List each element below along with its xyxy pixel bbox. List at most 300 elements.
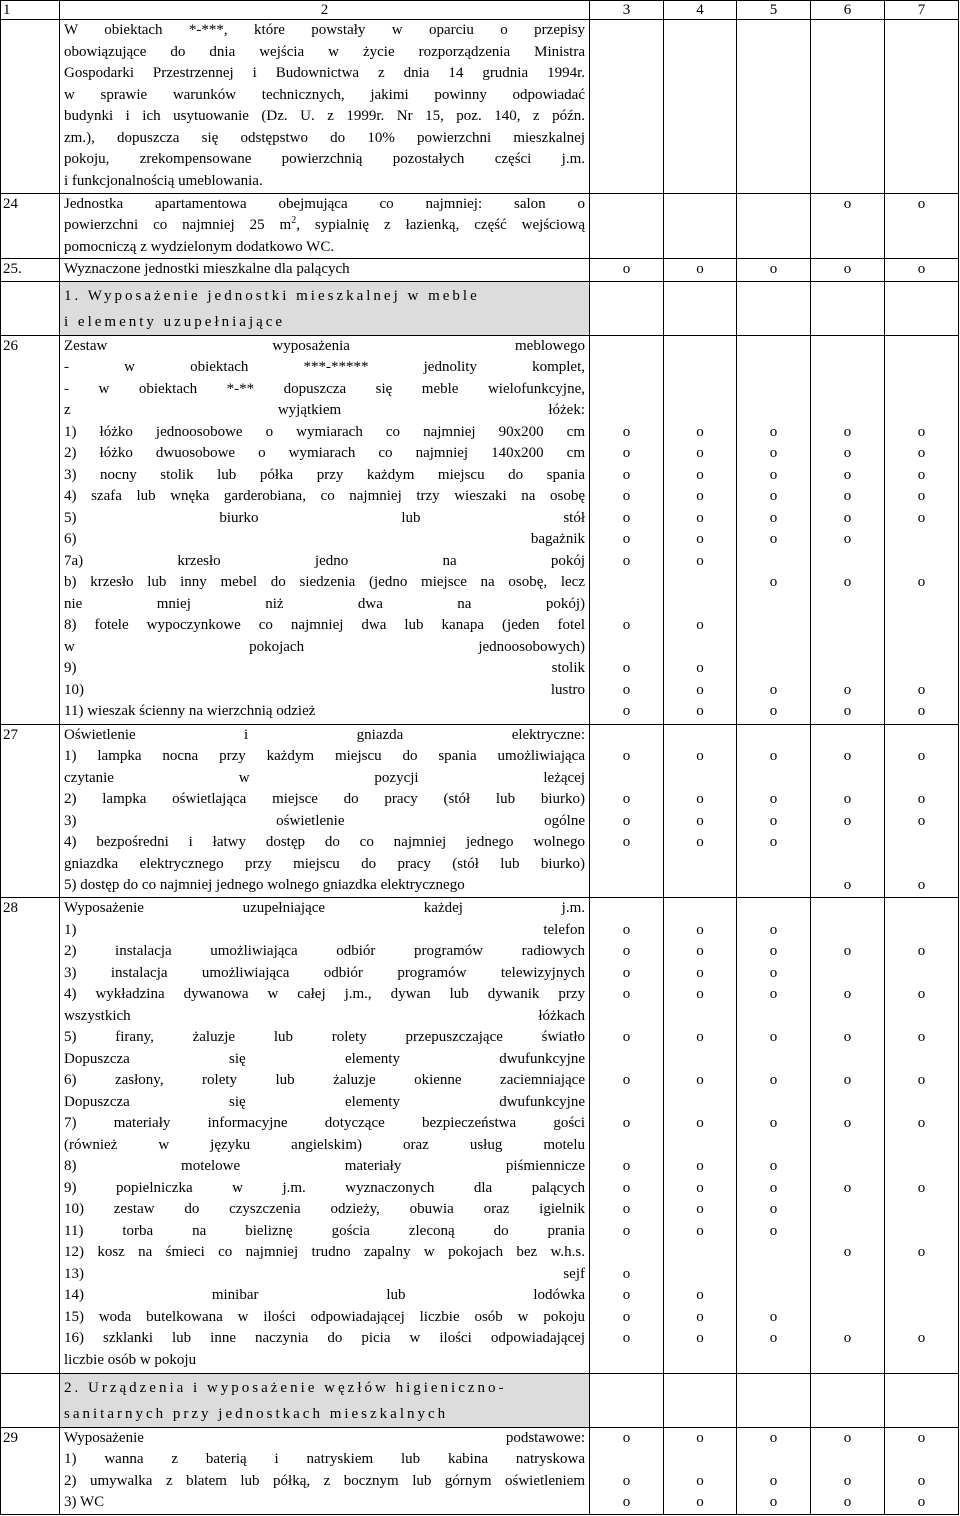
requirement-mark: o [917, 1472, 926, 1489]
column-number: 6 [811, 1, 885, 20]
table-row [1, 1427, 959, 1514]
requirement-mark: o [696, 1287, 704, 1304]
requirement-mark: o [917, 509, 926, 526]
requirement-mark: o [917, 1244, 926, 1261]
requirement-mark [664, 1264, 736, 1286]
requirement-mark [811, 963, 884, 985]
description-line: 6) bagażnik [64, 531, 585, 548]
description-line: 1) lampka nocna przy każdym miejscu do spania umożliwiająca [64, 748, 585, 765]
requirement-mark [590, 1006, 663, 1028]
section-heading-line: sanitarnych przy jednostkach mieszkalnych [64, 1405, 449, 1422]
requirement-mark: o [917, 986, 926, 1003]
requirement-mark: o [769, 466, 778, 483]
requirement-mark: o [622, 748, 631, 765]
requirement-mark [664, 1449, 736, 1471]
requirement-mark: o [696, 552, 704, 569]
requirement-mark [885, 615, 958, 637]
description-line: 11) wieszak ścienny na wierzchnią odzież [64, 703, 316, 720]
empty-cell [737, 1373, 811, 1427]
requirement-mark [885, 529, 958, 551]
description-line: 2) lampka oświetlająca miejsce do pracy (stół lub biurko) [64, 791, 585, 808]
description-line: 5) firany, żaluzje lub rolety przepuszczające światło [64, 1029, 585, 1046]
requirement-mark: o [769, 1158, 778, 1175]
requirement-mark: o [696, 1308, 704, 1325]
requirement-mark [811, 1449, 884, 1471]
description-line: 2) umywalka z blatem lub półką, z bocznym lub górnym oświetleniem [64, 1472, 585, 1489]
requirement-mark: o [769, 1472, 778, 1489]
requirement-mark: o [917, 261, 926, 278]
requirement-mark: o [843, 423, 852, 440]
requirement-mark [811, 63, 884, 85]
row-number: 29 [1, 1427, 60, 1514]
requirement-mark: o [622, 1308, 631, 1325]
requirement-mark [590, 20, 663, 42]
section-heading-row [1, 1373, 959, 1427]
requirement-mark [664, 637, 736, 659]
requirement-mark [590, 1135, 663, 1157]
requirement-mark [664, 854, 736, 876]
requirement-mark [664, 237, 736, 259]
description-line: 3) nocny stolik lub półka przy każdym miejscu do spania [64, 466, 585, 483]
category-4-marks [811, 898, 885, 1373]
requirement-mark [737, 106, 810, 128]
empty-cell [664, 1373, 737, 1427]
requirement-mark: o [622, 617, 631, 634]
requirement-mark [885, 832, 958, 854]
category-5-marks [885, 724, 959, 897]
table-row [1, 259, 959, 282]
requirement-mark: o [843, 1115, 852, 1132]
requirement-mark: o [622, 943, 631, 960]
requirement-mark: o [769, 1330, 778, 1347]
requirement-description [60, 898, 590, 1373]
requirement-mark [885, 237, 958, 259]
requirement-mark: o [769, 1029, 778, 1046]
requirement-mark [664, 106, 736, 128]
requirement-mark [590, 1049, 663, 1071]
requirement-mark [664, 336, 736, 358]
requirement-mark: o [917, 574, 926, 591]
requirement-mark: o [696, 1029, 704, 1046]
description-line: Dopuszcza się elementy dwufunkcyjne [64, 1093, 585, 1110]
requirement-mark: o [843, 488, 852, 505]
requirement-mark: o [843, 195, 852, 212]
requirement-mark [885, 1449, 958, 1471]
requirement-mark: o [696, 423, 704, 440]
requirement-mark: o [917, 488, 926, 505]
requirement-mark: o [769, 1222, 778, 1239]
requirement-mark [885, 149, 958, 171]
category-2-marks [664, 259, 737, 282]
requirement-mark [885, 854, 958, 876]
description-line: 10) lustro [64, 681, 585, 698]
requirement-mark [811, 85, 884, 107]
requirement-mark [737, 1449, 810, 1471]
header-row [1, 1, 959, 20]
category-5-marks [885, 193, 959, 259]
requirement-mark [737, 768, 810, 790]
requirement-mark [590, 854, 663, 876]
requirement-mark: o [769, 834, 778, 851]
requirement-mark: o [769, 812, 778, 829]
requirement-mark: o [769, 791, 778, 808]
description-line: zm.), dopuszcza się odstępstwo do 10% powierzchni mieszkalnej [64, 129, 585, 146]
category-2-marks [664, 1427, 737, 1514]
requirement-mark: o [917, 1429, 926, 1446]
requirement-mark [885, 963, 958, 985]
category-4-marks [811, 1427, 885, 1514]
requirement-mark [737, 594, 810, 616]
requirement-mark: o [769, 1429, 778, 1446]
requirement-mark: o [769, 445, 778, 462]
requirement-mark [737, 215, 810, 237]
requirement-mark: o [622, 812, 631, 829]
category-4-marks [811, 259, 885, 282]
requirement-mark: o [622, 1029, 631, 1046]
requirement-mark: o [917, 1029, 926, 1046]
requirement-mark: o [622, 986, 631, 1003]
requirement-mark [664, 63, 736, 85]
requirement-mark [811, 1350, 884, 1372]
requirement-mark: o [696, 488, 704, 505]
description-line: Dopuszcza się elementy dwufunkcyjne [64, 1050, 585, 1067]
requirement-mark [885, 1092, 958, 1114]
requirement-mark: o [622, 834, 631, 851]
requirement-mark: o [917, 1072, 926, 1089]
requirement-mark [885, 1350, 958, 1372]
requirement-mark: o [917, 1494, 926, 1511]
empty-cell [664, 281, 737, 335]
requirement-mark [737, 637, 810, 659]
requirement-mark: o [696, 466, 704, 483]
description-line: - w obiektach ***-***** jednolity komplet, [64, 359, 585, 376]
requirement-mark [811, 171, 884, 193]
requirement-mark: o [843, 791, 852, 808]
requirement-mark: o [917, 812, 926, 829]
requirement-mark: o [696, 964, 704, 981]
description-line: 3) oświetlenie ogólne [64, 812, 585, 829]
requirement-mark [590, 1449, 663, 1471]
requirement-mark: o [769, 1115, 778, 1132]
category-5-marks [885, 20, 959, 193]
empty-cell [737, 281, 811, 335]
requirement-mark [885, 768, 958, 790]
requirement-mark: o [622, 1287, 631, 1304]
requirement-mark [811, 237, 884, 259]
description-line: 15) woda butelkowana w ilości odpowiadającej liczbie osób w pokoju [64, 1308, 585, 1325]
empty-cell [811, 281, 885, 335]
description-line: W obiektach *-***, które powstały w oparciu o przepisy [64, 22, 585, 39]
requirement-mark [885, 1221, 958, 1243]
requirement-mark: o [622, 703, 631, 720]
requirement-mark [885, 357, 958, 379]
requirement-mark [885, 551, 958, 573]
requirement-mark [664, 1092, 736, 1114]
requirement-mark: o [622, 921, 631, 938]
description-line: 1) wanna z baterią i natryskiem lub kabina natryskowa [64, 1451, 585, 1468]
requirement-mark: o [696, 1072, 704, 1089]
category-5-marks [885, 335, 959, 724]
requirement-mark [664, 20, 736, 42]
requirement-mark [664, 898, 736, 920]
requirement-mark: o [696, 1429, 704, 1446]
description-line: Zestaw wyposażenia meblowego [64, 337, 585, 354]
empty-cell [590, 1373, 664, 1427]
requirement-mark [885, 106, 958, 128]
category-4-marks [811, 193, 885, 259]
requirement-mark: o [917, 1179, 926, 1196]
requirement-mark: o [696, 531, 704, 548]
requirement-mark [737, 336, 810, 358]
requirement-mark [590, 336, 663, 358]
requirement-mark: o [769, 261, 778, 278]
requirement-mark: o [843, 531, 852, 548]
requirement-mark: o [769, 509, 778, 526]
requirement-mark [811, 1135, 884, 1157]
requirement-mark [590, 898, 663, 920]
requirement-mark [811, 42, 884, 64]
requirement-mark [811, 128, 884, 150]
requirement-mark: o [622, 1222, 631, 1239]
requirement-mark [811, 1006, 884, 1028]
requirement-mark: o [769, 943, 778, 960]
requirement-mark: o [696, 986, 704, 1003]
requirement-mark: o [843, 681, 852, 698]
requirement-mark [811, 594, 884, 616]
requirement-mark [737, 1242, 810, 1264]
column-number: 7 [885, 1, 959, 20]
requirement-mark: o [622, 466, 631, 483]
section-heading [60, 1373, 590, 1427]
category-2-marks [664, 20, 737, 193]
description-line: czytanie w pozycji leżącej [64, 769, 585, 786]
requirement-mark: o [843, 1472, 852, 1489]
empty-cell [885, 1373, 959, 1427]
category-4-marks [811, 724, 885, 897]
requirement-mark [664, 128, 736, 150]
description-line: 7) materiały informacyjne dotyczące bezpieczeństwa gości [64, 1115, 585, 1132]
requirement-mark: o [622, 261, 631, 278]
requirement-mark [885, 20, 958, 42]
requirement-mark [590, 85, 663, 107]
requirement-mark: o [622, 1201, 631, 1218]
requirement-mark [885, 594, 958, 616]
requirement-mark: o [769, 1179, 778, 1196]
requirement-mark [811, 1264, 884, 1286]
requirement-mark: o [696, 1494, 704, 1511]
requirement-mark [885, 1135, 958, 1157]
category-2-marks [664, 193, 737, 259]
description-line: 10) zestaw do czyszczenia odzieży, obuwia oraz igielnik [64, 1201, 585, 1218]
description-line: z wyjątkiem łóżek: [64, 402, 585, 419]
column-number: 3 [590, 1, 664, 20]
requirement-description [60, 193, 590, 259]
requirement-mark [737, 400, 810, 422]
section-heading-line: i elementy uzupełniające [64, 313, 286, 330]
requirement-mark: o [843, 261, 852, 278]
requirement-mark [590, 215, 663, 237]
requirement-mark: o [622, 1330, 631, 1347]
requirement-mark [664, 171, 736, 193]
requirement-mark [664, 594, 736, 616]
requirement-mark: o [917, 423, 926, 440]
requirement-description [60, 20, 590, 193]
category-4-marks [811, 335, 885, 724]
requirement-mark [590, 194, 663, 216]
requirement-mark: o [696, 445, 704, 462]
empty-cell [811, 1373, 885, 1427]
requirement-mark [885, 400, 958, 422]
requirement-mark [737, 20, 810, 42]
requirement-mark: o [622, 791, 631, 808]
requirement-mark: o [917, 466, 926, 483]
requirement-mark: o [917, 681, 926, 698]
requirement-mark [737, 1049, 810, 1071]
requirement-mark [737, 149, 810, 171]
requirement-mark: o [622, 1179, 631, 1196]
requirement-mark [811, 106, 884, 128]
requirement-mark [737, 1092, 810, 1114]
requirement-mark [737, 237, 810, 259]
requirement-mark: o [696, 703, 704, 720]
section-heading-row [1, 281, 959, 335]
description-line: w sprawie warunków technicznych, jakimi powinny odpowiadać [64, 86, 585, 103]
description-line: powierzchni co najmniej 25 $m^2$, sypialnię z łazienką, część wejściową [64, 215, 585, 233]
requirement-mark [885, 1199, 958, 1221]
table-row [1, 898, 959, 1373]
requirement-mark [885, 637, 958, 659]
row-number: 26 [1, 335, 60, 724]
requirement-description [60, 724, 590, 897]
requirement-mark: o [622, 1472, 631, 1489]
requirement-mark [885, 1156, 958, 1178]
category-3-marks [737, 724, 811, 897]
requirement-mark: o [696, 943, 704, 960]
requirement-mark: o [622, 1429, 631, 1446]
requirement-mark: o [622, 660, 631, 677]
requirement-mark [664, 572, 736, 594]
requirement-mark [590, 637, 663, 659]
requirement-mark [590, 237, 663, 259]
description-line: 6) zasłony, rolety lub żaluzje okienne zaciemniające [64, 1072, 585, 1089]
requirement-mark [664, 400, 736, 422]
requirement-mark [590, 42, 663, 64]
requirement-mark [811, 768, 884, 790]
requirement-mark: o [917, 748, 926, 765]
description-line: 4) bezpośredni i łatwy dostęp do co najmniej jednego wolnego [64, 834, 585, 851]
requirement-mark: o [696, 1222, 704, 1239]
requirement-mark: o [696, 1179, 704, 1196]
requirement-mark: o [622, 964, 631, 981]
requirement-mark [737, 171, 810, 193]
requirement-mark [664, 85, 736, 107]
requirement-mark [737, 1285, 810, 1307]
requirement-mark [811, 379, 884, 401]
requirement-mark [664, 215, 736, 237]
description-line: Jednostka apartamentowa obejmująca co najmniej: salon o [64, 195, 585, 212]
requirement-mark [885, 1264, 958, 1286]
requirement-mark: o [622, 1072, 631, 1089]
requirement-mark [590, 128, 663, 150]
requirement-mark: o [843, 1429, 852, 1446]
requirement-mark [885, 1006, 958, 1028]
category-4-marks [811, 20, 885, 193]
requirement-mark: o [696, 1115, 704, 1132]
requirement-mark: o [769, 531, 778, 548]
requirement-mark: o [622, 681, 631, 698]
description-line: 12) kosz na śmieci co najmniej trudno zapalny w pokojach bez w.h.s. [64, 1244, 585, 1261]
requirement-mark [664, 1006, 736, 1028]
requirement-mark [737, 357, 810, 379]
requirement-mark [811, 1156, 884, 1178]
requirement-mark [811, 1285, 884, 1307]
category-3-marks [737, 898, 811, 1373]
requirement-mark: o [696, 1472, 704, 1489]
requirement-mark: o [843, 445, 852, 462]
requirement-mark [885, 379, 958, 401]
requirement-mark [737, 1006, 810, 1028]
requirement-mark: o [696, 1330, 704, 1347]
requirement-description [60, 259, 590, 282]
requirement-mark [590, 1350, 663, 1372]
category-3-marks [737, 193, 811, 259]
empty-cell [885, 281, 959, 335]
row-number: 28 [1, 898, 60, 1373]
requirement-mark [811, 215, 884, 237]
requirement-mark [737, 1135, 810, 1157]
requirement-mark [811, 658, 884, 680]
requirement-mark [811, 400, 884, 422]
requirement-mark: o [622, 488, 631, 505]
description-line: Wyposażenie podstawowe: [64, 1429, 585, 1446]
requirement-mark [664, 1049, 736, 1071]
column-number: 2 [60, 1, 590, 20]
column-number: 4 [664, 1, 737, 20]
category-2-marks [664, 898, 737, 1373]
description-line: 5) biurko lub stół [64, 509, 585, 526]
description-line: 3) instalacja umożliwiająca odbiór programów telewizyjnych [64, 964, 585, 981]
requirement-mark [885, 1285, 958, 1307]
description-line: 16) szklanki lub inne naczynia do picia w ilości odpowiadającej [64, 1330, 585, 1347]
requirement-mark [590, 63, 663, 85]
requirement-mark [811, 357, 884, 379]
description-line: 1) łóżko jednoosobowe o wymiarach co najmniej 90x200 cm [64, 423, 585, 440]
row-number [1, 1373, 60, 1427]
requirement-mark [590, 357, 663, 379]
requirement-mark: o [843, 986, 852, 1003]
requirement-mark [737, 85, 810, 107]
requirement-mark: o [769, 986, 778, 1003]
requirement-mark: o [843, 943, 852, 960]
requirement-mark: o [622, 1265, 631, 1282]
requirement-mark: o [696, 681, 704, 698]
requirement-mark [590, 594, 663, 616]
requirement-mark [885, 920, 958, 942]
requirement-mark [590, 572, 663, 594]
description-line: 2) łóżko dwuosobowe o wymiarach co najmniej 140x200 cm [64, 445, 585, 462]
requirement-mark [885, 128, 958, 150]
description-line: budynki i ich usytuowanie (Dz. U. z 1999r. Nr 15, poz. 140, z późn. [64, 108, 585, 125]
requirement-mark [885, 898, 958, 920]
requirement-mark: o [843, 1330, 852, 1347]
requirement-mark [590, 171, 663, 193]
description-line: nie mniej niż dwa na pokój) [64, 595, 585, 612]
category-1-marks [590, 259, 664, 282]
description-line: pomocniczą z wydzielonym dodatkowo WC. [64, 238, 335, 255]
requirement-mark: o [843, 466, 852, 483]
requirement-mark [664, 725, 736, 747]
description-line: w pokojach jednoosobowych) [64, 638, 585, 655]
